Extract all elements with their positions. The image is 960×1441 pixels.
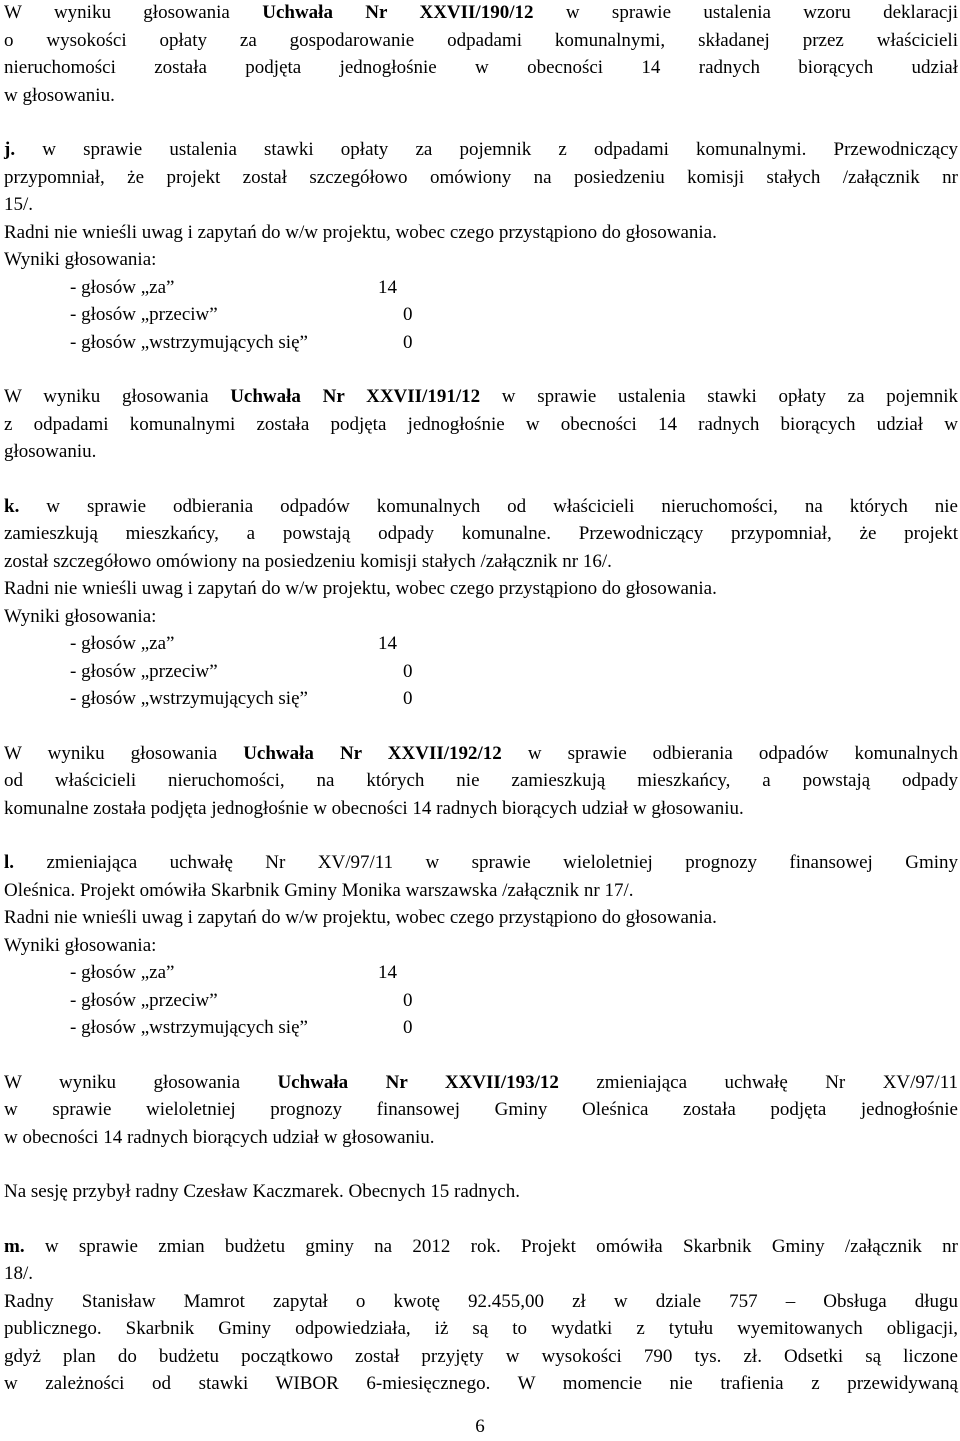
item-l-line-4: Wyniki głosowania: [4, 934, 157, 956]
item-m-line-2: 18/. [4, 1263, 34, 1284]
resolution-191-paragraph [4, 383, 958, 466]
vote-against-row: - głosów „przeciw” 0 [70, 989, 413, 1011]
item-j-line-3: 15/. [4, 194, 34, 215]
item-l-section [4, 849, 958, 1042]
resolution-192-name: Uchwała Nr XXVII/192/12 [243, 742, 502, 764]
item-k-line-4: Radni nie wnieśli uwag i zapytań do w/w projektu, wobec czego przystąpiono do głosowania. [4, 578, 717, 599]
resolution-190-paragraph [4, 0, 958, 109]
resolution-191-name: Uchwała Nr XXVII/191/12 [230, 386, 481, 407]
resolution-190-line-4: w głosowaniu. [4, 84, 115, 106]
resolution-192-line-3: komunalne została podjęta jednogłośnie w obecności 14 radnych biorących udział w głosowaniu. [4, 797, 744, 819]
resolution-190-line-2: o wysokości opłaty za gospodarowanie odpadami komunalnymi, składanej przez właścicieli [4, 29, 958, 51]
item-m-section [4, 1233, 958, 1398]
resolution-190-line-3: nieruchomości została podjęta jednogłośnie w obecności 14 radnych biorących udział [4, 57, 958, 78]
resolution-193-paragraph [4, 1069, 958, 1152]
document-page [4, 0, 958, 1398]
vote-abstain-row: - głosów „wstrzymujących się” 0 [70, 688, 413, 709]
item-m-line-1: m. w sprawie zmian budżetu gminy na 2012 rok. Projekt omówiła Skarbnik Gminy /załącznik nr [4, 1235, 958, 1257]
item-j-line-1: j. w sprawie ustalenia stawki opłaty za pojemnik z odpadami komunalnymi. Przewodniczący [4, 139, 958, 160]
resolution-191-line-3: głosowaniu. [4, 441, 97, 462]
item-j-vote-results [70, 274, 958, 357]
item-j-line-5: Wyniki głosowania: [4, 249, 157, 270]
item-k-line-2: zamieszkują mieszkańcy, a powstają odpady komunalne. Przewodniczący przypomniał, że projekt [4, 523, 958, 544]
item-k-line-1: k. w sprawie odbierania odpadów komunalnych od właścicieli nieruchomości, na których nie [4, 495, 958, 517]
item-k-vote-results [70, 630, 958, 713]
page-number: 6 [475, 1416, 485, 1437]
item-j-line-4: Radni nie wnieśli uwag i zapytań do w/w projektu, wobec czego przystąpiono do głosowania. [4, 221, 717, 243]
item-j-letter: j. [4, 139, 16, 160]
item-l-line-1: l. zmieniająca uchwałę Nr XV/97/11 w sprawie wieloletniej prognozy finansowej Gminy [4, 852, 958, 873]
vote-for-row: - głosów „za” 14 [70, 962, 397, 983]
item-k-letter: k. [4, 495, 20, 517]
item-m-line-3: Radny Stanisław Mamrot zapytał o kwotę 92.455,00 zł w dziale 757 – Obsługa długu [4, 1290, 958, 1312]
vote-against-row: - głosów „przeciw” 0 [70, 660, 413, 682]
resolution-190-line-1: W wyniku głosowania Uchwała Nr XXVII/190/12 w sprawie ustalenia wzoru deklaracji [4, 2, 958, 23]
resolution-192-paragraph [4, 740, 958, 823]
item-k-line-3: został szczegółowo omówiony na posiedzeniu komisji stałych /załącznik nr 16/. [4, 550, 612, 572]
resolution-193-line-3: w obecności 14 radnych biorących udział w głosowaniu. [4, 1126, 435, 1148]
resolution-193-line-2: w sprawie wieloletniej prognozy finansowej Gminy Oleśnica została podjęta jednogłośnie [4, 1099, 958, 1120]
resolution-191-line-2: z odpadami komunalnymi została podjęta jednogłośnie w obecności 14 radnych biorących udział w [4, 413, 958, 435]
resolution-192-line-1: W wyniku głosowania Uchwała Nr XXVII/192/12 w sprawie odbierania odpadów komunalnych [4, 742, 958, 764]
item-j-line-2: przypomniał, że projekt został szczegółowo omówiony na posiedzeniu komisji stałych /załącznik nr [4, 166, 958, 188]
item-l-line-2: Oleśnica. Projekt omówiła Skarbnik Gminy Monika warszawska /załącznik nr 17/. [4, 879, 634, 901]
item-l-line-3: Radni nie wnieśli uwag i zapytań do w/w projektu, wobec czego przystąpiono do głosowania. [4, 907, 717, 928]
resolution-192-line-2: od właścicieli nieruchomości, na których nie zamieszkują mieszkańcy, a powstają odpady [4, 770, 958, 791]
item-j-section [4, 136, 958, 356]
resolution-193-line-1: W wyniku głosowania Uchwała Nr XXVII/193/12 zmieniająca uchwałę Nr XV/97/11 [4, 1071, 958, 1093]
item-m-letter: m. [4, 1235, 25, 1257]
item-k-line-5: Wyniki głosowania: [4, 605, 157, 627]
vote-for-row: - głosów „za” 14 [70, 276, 397, 298]
resolution-191-line-1: W wyniku głosowania Uchwała Nr XXVII/191/12 w sprawie ustalenia stawki opłaty za pojemnik [4, 386, 958, 407]
arrival-note: Na sesję przybył radny Czesław Kaczmarek. Obecnych 15 radnych. [4, 1181, 520, 1202]
resolution-193-name: Uchwała Nr XXVII/193/12 [277, 1071, 559, 1093]
item-m-line-5: gdyż plan do budżetu początkowo został przyjęty w wysokości 790 tys. zł. Odsetki są liczone [4, 1345, 958, 1367]
vote-against-row: - głosów „przeciw” 0 [70, 304, 413, 325]
item-l-letter: l. [4, 852, 15, 873]
item-l-vote-results [70, 959, 958, 1042]
item-m-line-4: publicznego. Skarbnik Gminy odpowiedziała, iż są to wydatki z tytułu wyemitowanych obligacji, [4, 1318, 958, 1339]
vote-for-row: - głosów „za” 14 [70, 633, 397, 654]
item-m-line-6: w zależności od stawki WIBOR 6-miesięcznego. W momencie nie trafienia z przewidywaną [4, 1373, 958, 1394]
resolution-190-name: Uchwała Nr XXVII/190/12 [262, 2, 534, 23]
vote-abstain-row: - głosów „wstrzymujących się” 0 [70, 1017, 413, 1038]
vote-abstain-row: - głosów „wstrzymujących się” 0 [70, 331, 413, 353]
item-k-section [4, 493, 958, 713]
